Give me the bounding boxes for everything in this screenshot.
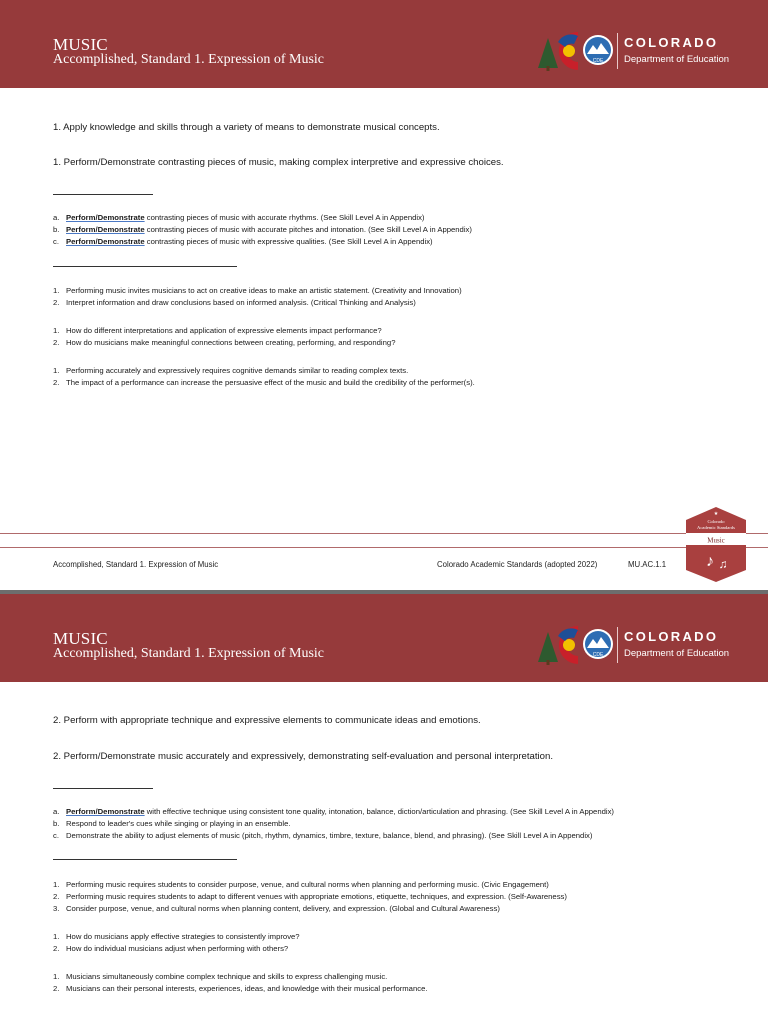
standard-title: Accomplished, Standard 1. Expression of Music <box>53 52 325 67</box>
section-rule <box>53 788 153 789</box>
logo-colorado-text: COLORADO <box>624 35 719 50</box>
logo-divider <box>617 33 618 69</box>
perform-demonstrate-link[interactable]: Perform/Demonstrate <box>66 807 145 816</box>
svg-text:★: ★ <box>713 511 719 517</box>
cde-logo <box>534 30 744 72</box>
perform-demonstrate-link[interactable]: Perform/Demonstrate <box>66 237 145 246</box>
list-item: 1. Musicians simultaneously combine complex technique and skills to express challenging music. <box>53 972 388 981</box>
list-item: 2. How do musicians make meaningful connections between creating, performing, and responding? <box>53 338 396 347</box>
list-item: 1. Performing accurately and expressively requires cognitive demands similar to reading complex texts. <box>53 366 409 375</box>
list-item: 1. Performing music invites musicians to act on creative ideas to make an artistic statement. (Creativity and Innovation) <box>53 286 462 295</box>
perform-demonstrate-link[interactable]: Perform/Demonstrate <box>66 213 145 222</box>
section-rule <box>53 266 237 267</box>
footer-adoption: Colorado Academic Standards (adopted 2022) <box>437 560 598 569</box>
list-item: 2. How do individual musicians adjust when performing with others? <box>53 944 289 953</box>
svg-text:Colorado: Colorado <box>707 519 725 524</box>
perform-demonstrate-link[interactable]: Perform/Demonstrate <box>66 225 145 234</box>
music-note-icon: ♪ <box>706 553 714 570</box>
svg-text:Music: Music <box>707 536 725 545</box>
svg-text:CDE: CDE <box>592 58 604 64</box>
colorado-c-logo-icon <box>534 624 618 666</box>
list-item: c. Demonstrate the ability to adjust elements of music (pitch, rhythm, dynamics, timbre, texture, balance, blend, and phrasing). (See Skill Level A in Appendix) <box>53 831 593 840</box>
grade-level-expectation: 2. Perform/Demonstrate music accurately and expressively, demonstrating self-evaluation and personal interpretation. <box>53 751 554 762</box>
list-item: a. Perform/Demonstrate contrasting pieces of music with accurate rhythms. (See Skill Level A in Appendix) <box>53 213 425 222</box>
list-item: 3. Consider purpose, venue, and cultural norms when planning content, delivery, and expression. (Global and Cultural Awareness) <box>53 904 500 913</box>
footer-code: MU.AC.1.1 <box>628 560 667 569</box>
footer-standard: Accomplished, Standard 1. Expression of Music <box>53 560 219 569</box>
section-rule <box>53 194 153 195</box>
colorado-c-logo-icon <box>534 30 618 72</box>
svg-text:♫: ♫ <box>718 557 728 571</box>
page-header-banner <box>0 0 768 88</box>
list-item: 2. Interpret information and draw conclusions based on informed analysis. (Critical Thinking and Analysis) <box>53 298 416 307</box>
logo-colorado-text: COLORADO <box>624 629 719 644</box>
standard-title: Accomplished, Standard 1. Expression of Music <box>53 646 325 661</box>
standards-badge <box>683 504 749 584</box>
subject-title: MUSIC <box>53 629 108 648</box>
section-rule <box>53 859 237 860</box>
prepared-graduates-statement: 1. Apply knowledge and skills through a variety of means to demonstrate musical concepts. <box>53 122 440 133</box>
list-item: 1. How do different interpretations and application of expressive elements impact performance? <box>53 326 382 335</box>
page-2 <box>0 594 768 1024</box>
list-item: c. Perform/Demonstrate contrasting pieces of music with expressive qualities. (See Skill Level A in Appendix) <box>53 237 433 246</box>
grade-level-expectation: 1. Perform/Demonstrate contrasting pieces of music, making complex interpretive and expressive choices. <box>53 157 504 168</box>
list-item: b. Perform/Demonstrate contrasting pieces of music with accurate pitches and intonation. (See Skill Level A in Appendix) <box>53 225 472 234</box>
footer-rule <box>0 533 768 534</box>
list-item: 1. How do musicians apply effective strategies to consistently improve? <box>53 932 300 941</box>
prepared-graduates-statement: 2. Perform with appropriate technique and expressive elements to communicate ideas and emotions. <box>53 715 481 726</box>
list-item: a. Perform/Demonstrate with effective technique using consistent tone quality, intonation, balance, diction/articulation and phrasing. (See Skill Level A in Appendix) <box>53 807 614 816</box>
list-item: b. Respond to leader's cues while singing or playing in an ensemble. <box>53 819 291 828</box>
list-item: 2. Musicians can their personal interests, experiences, ideas, and knowledge with their musical performance. <box>53 984 428 993</box>
subject-title: MUSIC <box>53 35 108 54</box>
svg-text:Academic Standards: Academic Standards <box>697 525 735 530</box>
logo-department-text: Department of Education <box>624 648 730 659</box>
footer-rule <box>0 547 768 548</box>
page-header-banner <box>0 594 768 682</box>
cde-logo <box>534 624 744 666</box>
list-item: 2. Performing music requires students to adapt to different venues with appropriate emotions, etiquette, techniques, and expression. (Self-Awareness) <box>53 892 567 901</box>
svg-text:CDE: CDE <box>592 652 604 658</box>
logo-divider <box>617 627 618 663</box>
list-item: 1. Performing music requires students to consider purpose, venue, and cultural norms when planning and performing music. (Civic Engagement) <box>53 880 549 889</box>
list-item: 2. The impact of a performance can increase the persuasive effect of the music and build the credibility of the performer(s). <box>53 378 475 387</box>
logo-department-text: Department of Education <box>624 54 730 65</box>
